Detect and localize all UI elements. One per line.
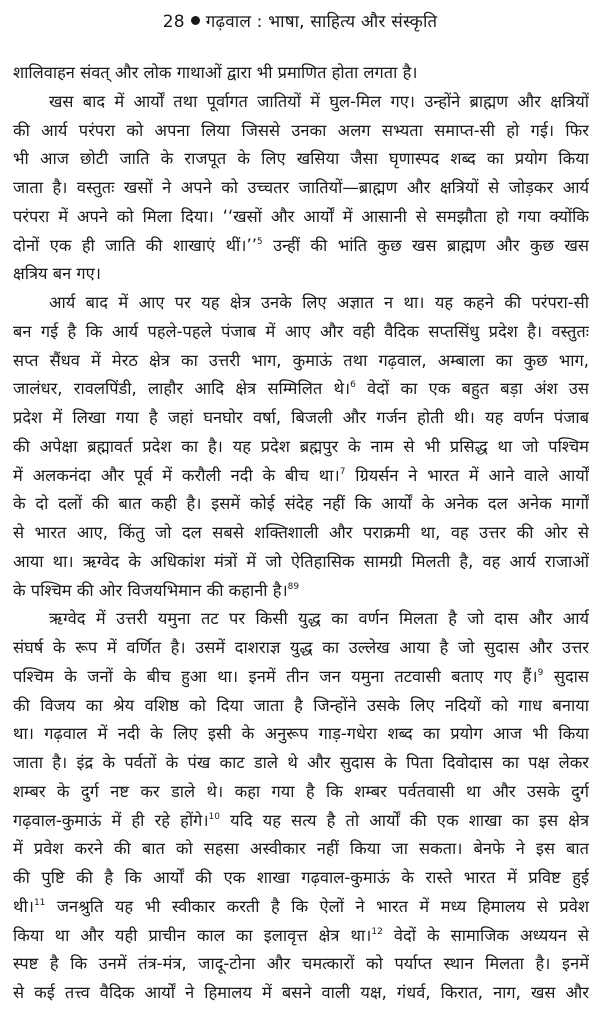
line-text-continued: ग्रियर्सन ने भारत में आने वाले आर्यों [345, 465, 589, 485]
book-title: गढ़वाल : भाषा, साहित्य और संस्कृति [205, 12, 438, 32]
line-text: आर्य बाद में आए पर यह क्षेत्र उनके लिए अज्ञात न था। यह कहने की परंपरा-सी [49, 293, 589, 312]
line-text: परंपरा में अपने को मिला दिया। ‘‘खसों और आर्यों में आसानी से समझौता हो गया क्योंकि [13, 206, 589, 226]
text-line [13, 375, 589, 404]
body-text [13, 59, 589, 1008]
footnote-ref: 9 [537, 667, 544, 678]
line-text: में प्रवेश करने की बात को सहसा अस्वीकार नहीं किया जा सकता। बेनफे ने इस बात [13, 839, 589, 859]
text-line [13, 289, 589, 318]
line-text: था। गढ़वाल में नदी के लिए इसी के अनुरूप गाड़-गधेरा शब्द का प्रयोग आज भी किया [13, 724, 589, 744]
footnote-ref: 6 [350, 380, 356, 391]
text-line [13, 145, 589, 174]
text-line [13, 979, 589, 1008]
footnote-ref: 12 [371, 926, 383, 937]
line-text: की आर्य परंपरा को अपना लिया जिससे उनका अलग सभ्यता समाप्त-सी हो गई। फिर [13, 120, 589, 140]
running-header [0, 10, 600, 34]
text-line [13, 174, 589, 203]
line-text: बन गई है कि आर्य पहले-पहले पंजाब में आए और वही वैदिक सप्तसिंधु प्रदेश है। वस्तुतः [13, 321, 589, 341]
text-line [13, 835, 589, 864]
text-line [13, 490, 589, 519]
line-text: खस बाद में आर्यों तथा पूर्वागत जातियों में घुल-मिल गए। उन्होंने ब्राह्मण और क्षत्रियों [49, 91, 589, 111]
line-text: ऋग्वेद में उत्तरी यमुना तट पर किसी युद्ध का वर्णन मिलता है जो दास और आर्य [49, 609, 589, 629]
line-text-continued: सुदास [543, 666, 589, 686]
text-line [13, 720, 589, 749]
line-text: की विजय का श्रेय वशिष्ठ को दिया जाता है जिन्होंने उसके लिए नदियों को गाध बनाया [13, 695, 589, 715]
text-line [13, 807, 589, 836]
text-line [13, 692, 589, 721]
line-text: के पश्चिम की ओर विजयभिमान की कहानी है। [13, 580, 288, 600]
footnote-ref: 7 [339, 466, 346, 477]
line-text: से भारत आए, किंतु जो दल सबसे शक्तिशाली और पराक्रमी था, वह उत्तर की ओर से [13, 523, 589, 542]
line-text: की पुष्टि की है कि आर्यों की एक शाखा गढ़वाल-कुमाऊं के रास्ते भारत में प्रविष्ट हुई [13, 868, 589, 887]
line-text-continued: जनश्रुति यह भी स्वीकार करती है कि ऐलों ने भारत में मध्य हिमालय से प्रवेश [45, 896, 589, 916]
text-line [13, 864, 589, 893]
text-line [13, 605, 589, 634]
line-text: में अलकनंदा और पूर्व में करौली नदी के बीच था। [13, 465, 340, 485]
line-text: भी आज छोटी जाति के राजपूत के लिए खसिया जैसा घृणास्पद शब्द का प्रयोग किया [13, 149, 589, 169]
line-text: जाता है। इंद्र के पर्वतों के पंख काट डाले थे और सुदास के पिता दिवोदास का पक्ष लेकर [13, 753, 589, 772]
bullet-icon [191, 16, 200, 25]
line-text: जाता है। वस्तुतः खसों ने अपने को उच्चतर जातियों—ब्राह्मण और क्षत्रियों से जोड़कर आर्य [13, 178, 589, 197]
text-line [13, 519, 589, 548]
text-line [13, 634, 589, 663]
text-line [13, 778, 589, 807]
line-text-continued: उन्हीं की भांति कुछ खस ब्राह्मण और कुछ खस [262, 235, 589, 255]
text-line [13, 260, 589, 289]
text-line [13, 404, 589, 433]
line-text: जालंधर, रावलपिंडी, लाहौर आदि क्षेत्र सम्मिलित थे। [13, 379, 351, 399]
text-line [13, 232, 589, 261]
text-line [13, 88, 589, 117]
page-number: 28 [162, 12, 185, 32]
text-line [13, 893, 589, 922]
line-text: के दो दलों की बात कही है। इसमें कोई संदेह नहीं कि आर्यों के अनेक दल अनेक मार्गों [13, 494, 589, 514]
footnote-ref: 89 [287, 581, 300, 592]
footnote-ref: 10 [208, 811, 220, 822]
line-text-continued: वेदों के सामाजिक अध्ययन से [382, 925, 589, 945]
footnote-ref: 5 [256, 236, 263, 247]
line-text: शम्बर के दुर्ग नष्ट कर डाले थे। कहा गया है कि शम्बर पर्वतवासी था और उसके दुर्ग [13, 781, 589, 801]
line-text: क्षत्रिय बन गए। [13, 264, 101, 284]
line-text: की अपेक्षा ब्रह्मावर्त प्रदेश का है। यह प्रदेश ब्रह्मपुर के नाम से भी प्रसिद्ध था जो पश्चिम [13, 436, 589, 456]
text-line [13, 749, 589, 778]
line-text: प्रदेश में लिखा गया है जहां घनघोर वर्षा, बिजली और गर्जन होती थी। यह वर्णन पंजाब [13, 408, 589, 427]
line-text: पश्चिम के जनों के बीच हुआ था। इनमें तीन जन यमुना तटवासी बताए गए हैं। [13, 666, 538, 686]
text-line [13, 59, 589, 88]
footnote-ref: 11 [33, 897, 46, 908]
text-line [13, 462, 589, 491]
text-line [13, 203, 589, 232]
text-line [13, 663, 589, 692]
line-text: शालिवाहन संवत् और लोक गाथाओं द्वारा भी प्रमाणित होता लगता है। [13, 63, 418, 82]
text-line [13, 548, 589, 577]
line-text: दोनों एक ही जाति की शाखाएं थीं।’’ [13, 235, 257, 255]
line-text: किया था और यही प्राचीन काल का इलावृत्त क्षेत्र था। [13, 925, 372, 945]
line-text-continued: यदि यह सत्य है तो आर्यों की एक शाखा का इस क्षेत्र [219, 810, 589, 830]
text-line [13, 117, 589, 146]
text-line [13, 433, 589, 462]
text-line [13, 577, 589, 606]
text-line [13, 922, 589, 951]
line-text: से कई तत्त्व वैदिक आर्यों ने हिमालय में बसने वाली यक्ष, गंधर्व, किरात, नाग, खस और [13, 983, 589, 1002]
line-text: गढ़वाल-कुमाऊं में ही रहे होंगे। [13, 810, 209, 830]
text-line [13, 318, 589, 347]
line-text: संघर्ष के रूप में वर्णित है। उसमें दाशराज्ञ युद्ध का उल्लेख आया है जो सुदास और उत्तर [13, 638, 589, 657]
text-line [13, 347, 589, 376]
line-text-continued: वेदों का एक बहुत बड़ा अंश उस [355, 379, 589, 399]
text-line [13, 950, 589, 979]
line-text: स्पष्ट है कि उनमें तंत्र-मंत्र, जादू-टोना और चमत्कारों को पर्याप्त स्थान मिलता है। इनमें [13, 954, 589, 974]
line-text: सप्त सैंधव में मेरठ क्षेत्र का उत्तरी भाग, कुमाऊं तथा गढ़वाल, अम्बाला का कुछ भाग, [13, 350, 589, 370]
line-text: आया था। ऋग्वेद के अधिकांश मंत्रों में जो ऐतिहासिक सामग्री मिलती है, वह आर्य राजाओं [13, 551, 589, 571]
line-text: थी। [13, 896, 34, 916]
